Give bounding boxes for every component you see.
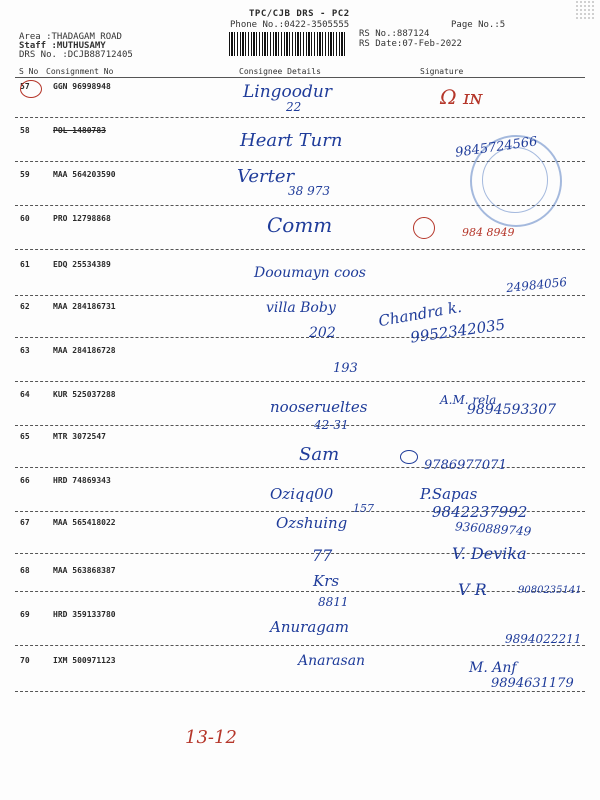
r62-consignee: villa Boby bbox=[266, 300, 336, 316]
r67-consignee: Ozshuing bbox=[276, 514, 348, 532]
r66-sig-name: P.Sapas bbox=[420, 485, 478, 503]
row-consignment-no: PRO 12798868 bbox=[53, 214, 111, 223]
r64-sig-name: A.M. rela bbox=[440, 393, 497, 407]
area-label: Area :THADAGAM ROAD bbox=[19, 32, 122, 42]
row-consignment-no: MAA 565418022 bbox=[53, 518, 116, 527]
row-consignment-no: MAA 284186728 bbox=[53, 346, 116, 355]
r59-consignee: Verter bbox=[237, 166, 295, 187]
r59-door: 38 973 bbox=[288, 184, 330, 198]
r65-consignee: Sam bbox=[299, 444, 340, 465]
col-consignee: Consignee Details bbox=[239, 67, 321, 76]
r64-sig-phone: 9894593307 bbox=[467, 402, 557, 418]
row-sno: 69 bbox=[20, 610, 30, 619]
r67-sig-name: V. Devika bbox=[452, 544, 527, 563]
r58-consignee: Heart Turn bbox=[240, 130, 343, 151]
r69-sig-phone: 9894022211 bbox=[505, 632, 582, 646]
page-number: Page No.:5 bbox=[451, 20, 506, 30]
r68-door: 8811 bbox=[318, 595, 349, 609]
staff-label: Staff :MUTHUSAMY bbox=[19, 41, 106, 51]
r57-consignee: Lingoodur bbox=[243, 82, 332, 102]
r66-door: 157 bbox=[353, 502, 374, 515]
sheet-title: TPC/CJB DRS - PC2 bbox=[249, 9, 350, 19]
row-sno: 65 bbox=[20, 432, 30, 441]
row-sno: 57 bbox=[20, 82, 30, 91]
rs-date: RS Date:07-Feb-2022 bbox=[359, 39, 462, 49]
r60-circle bbox=[413, 217, 435, 239]
r61-signature: 24984056 bbox=[505, 274, 568, 296]
row-consignment-no: MAA 563868387 bbox=[53, 566, 116, 575]
rs-number: RS No.:887124 bbox=[359, 29, 430, 39]
footer-note: 13-12 bbox=[185, 727, 237, 748]
row-divider bbox=[15, 337, 585, 338]
r62-sig-name: Chandra k. bbox=[377, 297, 464, 331]
barcode bbox=[229, 32, 347, 56]
r70-consignee: Anarasan bbox=[298, 653, 366, 669]
row-sno: 68 bbox=[20, 566, 30, 575]
row-divider bbox=[15, 425, 585, 426]
row-divider bbox=[15, 249, 585, 250]
scan-artifact bbox=[575, 0, 595, 20]
r67-sig-phone: 9360889749 bbox=[454, 519, 532, 539]
row-consignment-no: HRD 74869343 bbox=[53, 476, 111, 485]
row-consignment-no: MAA 564203590 bbox=[53, 170, 116, 179]
r70-sig-phone: 9894631179 bbox=[491, 676, 574, 691]
row-consignment-no: POL 1480783 bbox=[53, 126, 106, 135]
row-sno: 66 bbox=[20, 476, 30, 485]
r61-consignee: Dooumayn coos bbox=[254, 265, 366, 281]
r64-door: 42-31 bbox=[314, 418, 349, 432]
r66-consignee: Oziqq00 bbox=[270, 485, 334, 503]
row-sno: 64 bbox=[20, 390, 30, 399]
row-sno: 67 bbox=[20, 518, 30, 527]
r60-consignee: Comm bbox=[267, 213, 333, 237]
col-consignment: Consignment No bbox=[46, 67, 114, 76]
row-sno: 61 bbox=[20, 260, 30, 269]
consignment-row bbox=[0, 346, 600, 396]
r60-signature: 984 8949 bbox=[462, 226, 515, 239]
row-consignment-no: MTR 3072547 bbox=[53, 432, 106, 441]
row-consignment-no: GGN 96998948 bbox=[53, 82, 111, 91]
r65-circle bbox=[400, 450, 418, 464]
phone-number: Phone No.:0422-3505555 bbox=[230, 20, 350, 30]
row-sno: 59 bbox=[20, 170, 30, 179]
drs-number: DRS No. :DCJB88712405 bbox=[19, 50, 133, 60]
r63-consignee: 193 bbox=[333, 361, 358, 376]
r70-sig-name: M. Anf bbox=[469, 660, 517, 676]
row-consignment-no: IXM 500971123 bbox=[53, 656, 116, 665]
row-57-circle bbox=[20, 80, 42, 98]
row-sno: 58 bbox=[20, 126, 30, 135]
row-divider bbox=[15, 691, 585, 692]
row-consignment-no: KUR 525037288 bbox=[53, 390, 116, 399]
row-divider bbox=[15, 117, 585, 118]
row-sno: 63 bbox=[20, 346, 30, 355]
row-divider bbox=[15, 645, 585, 646]
r66-sig-phone: 9842237992 bbox=[432, 503, 528, 521]
r57-signature: Ω ɪɴ bbox=[440, 85, 483, 109]
r58-signature: 9845724566 bbox=[454, 134, 539, 161]
r57-door: 22 bbox=[286, 100, 302, 114]
row-divider bbox=[15, 295, 585, 296]
r65-signature: 9786977071 bbox=[424, 458, 507, 473]
row-sno: 70 bbox=[20, 656, 30, 665]
row-divider bbox=[15, 381, 585, 382]
row-divider bbox=[15, 591, 585, 592]
r62-door: 202 bbox=[309, 325, 336, 341]
r68-sig-phone: 9080235141 bbox=[518, 585, 582, 596]
header-rule bbox=[15, 77, 585, 78]
row-consignment-no: HRD 359133780 bbox=[53, 610, 116, 619]
r69-consignee: Anuragam bbox=[270, 618, 350, 636]
col-sno: S No bbox=[19, 67, 39, 76]
row-sno: 62 bbox=[20, 302, 30, 311]
r67-door: 77 bbox=[312, 546, 333, 565]
row-consignment-no: EDQ 25534389 bbox=[53, 260, 111, 269]
r68-signature: V R bbox=[458, 580, 487, 599]
r62-sig-phone: 9952342035 bbox=[409, 315, 507, 347]
row-consignment-no: MAA 284186731 bbox=[53, 302, 116, 311]
r68-consignee: Krs bbox=[313, 572, 340, 590]
r64-consignee: nooserueltes bbox=[270, 398, 368, 416]
row-sno: 60 bbox=[20, 214, 30, 223]
col-signature: Signature bbox=[420, 67, 464, 76]
